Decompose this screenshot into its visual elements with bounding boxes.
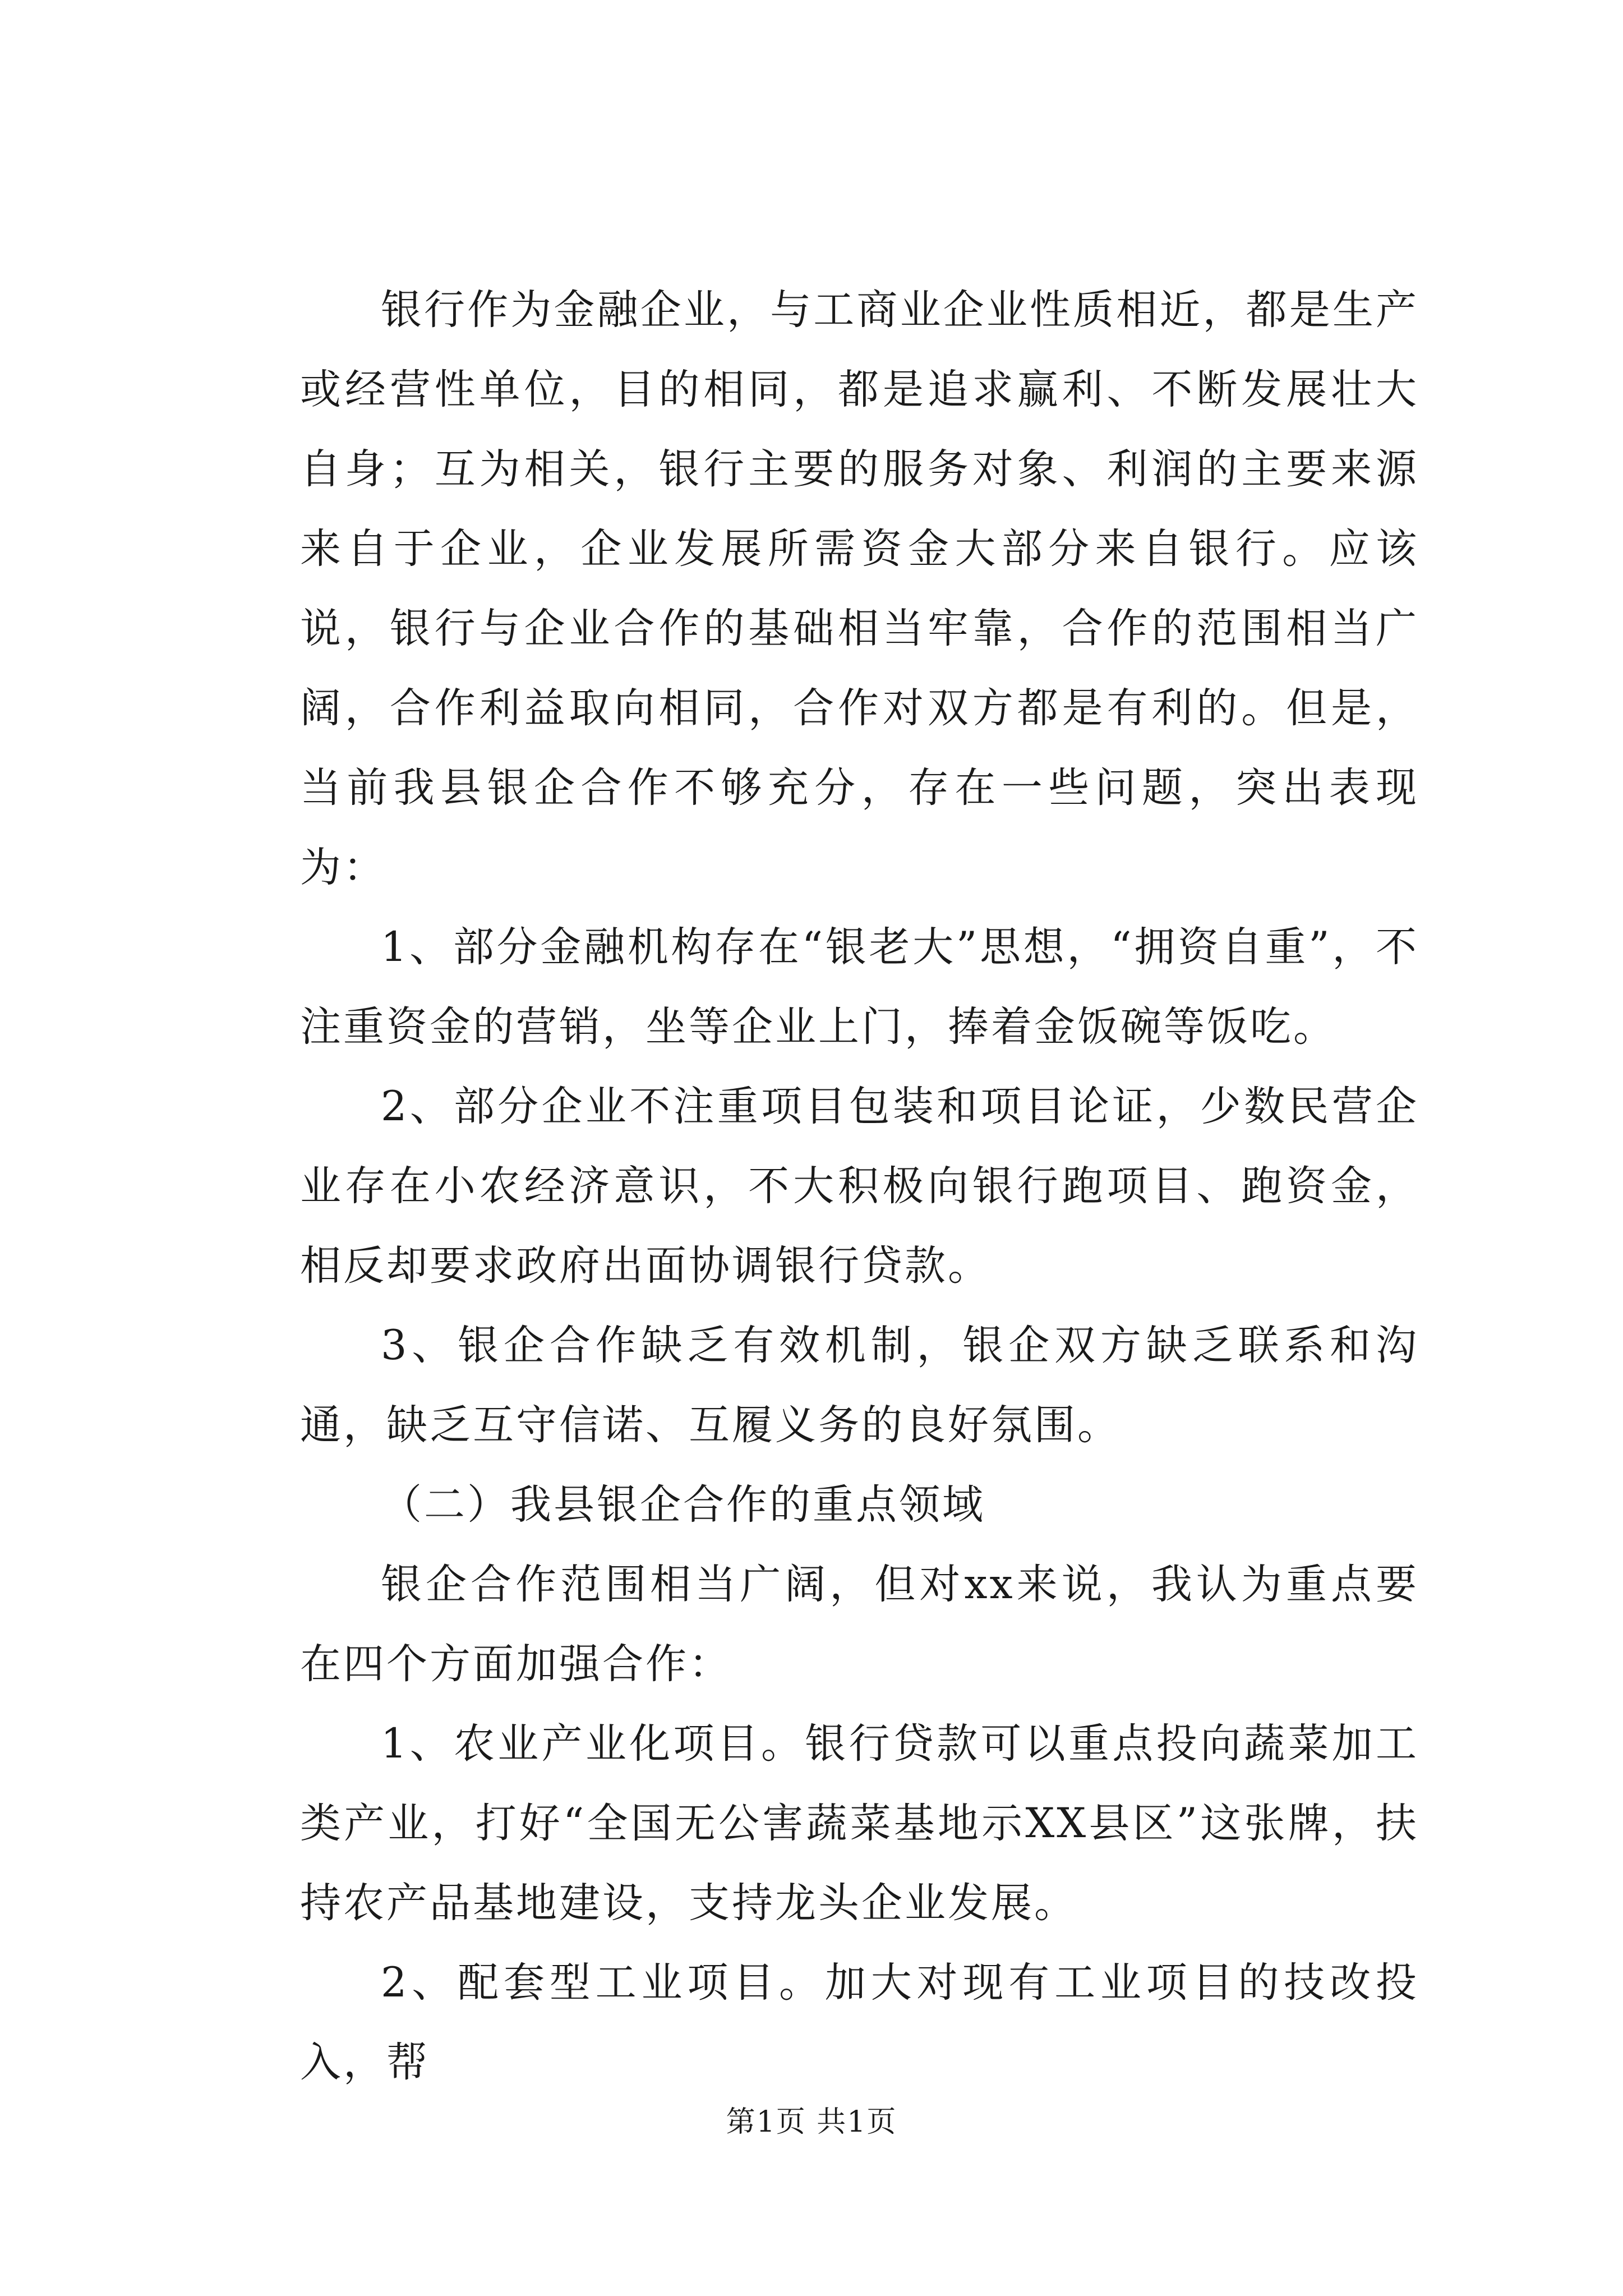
document-body — [300, 270, 1419, 2102]
paragraph-problem-1: 1、部分金融机构存在“银老大”思想，“拥资自重”，不注重资金的营销，坐等企业上门，捧着金饭碗等饭吃。 — [300, 923, 1419, 1051]
paragraph-focus-intro: 银企合作范围相当广阔，但对xx来说，我认为重点要在四个方面加强合作： — [300, 1561, 1419, 1688]
page-footer: 第1页 共1页 — [726, 2105, 897, 2139]
paragraph-focus-1: 1、农业产业化项目。银行贷款可以重点投向蔬菜加工类产业，打好“全国无公害蔬菜基地示XX县区”这张牌，扶持农产品基地建设，支持龙头企业发展。 — [300, 1720, 1419, 1927]
paragraph-intro: 银行作为金融企业，与工商业企业性质相近，都是生产或经营性单位，目的相同，都是追求赢利、不断发展壮大自身；互为相关，银行主要的服务对象、利润的主要来源来自于企业，企业发展所需资金大部分来自银行。应该说，银行与企业合作的基础相当牢靠，合作的范围相当广阔，合作利益取向相同，合作对双方都是有利的。但是，当前我县银企合作不够充分，存在一些问题，突出表现为： — [300, 286, 1419, 891]
paragraph-focus-2: 2、配套型工业项目。加大对现有工业项目的技改投入，帮 — [300, 1959, 1419, 2086]
section-heading: （二）我县银企合作的重点领域 — [381, 1481, 985, 1529]
paragraph-problem-3: 3、银企合作缺乏有效机制，银企双方缺乏联系和沟通，缺乏互守信诺、互履义务的良好氛围。 — [300, 1322, 1419, 1449]
paragraph-problem-2: 2、部分企业不注重项目包装和项目论证，少数民营企业存在小农经济意识，不大积极向银行跑项目、跑资金，相反却要求政府出面协调银行贷款。 — [300, 1083, 1419, 1290]
